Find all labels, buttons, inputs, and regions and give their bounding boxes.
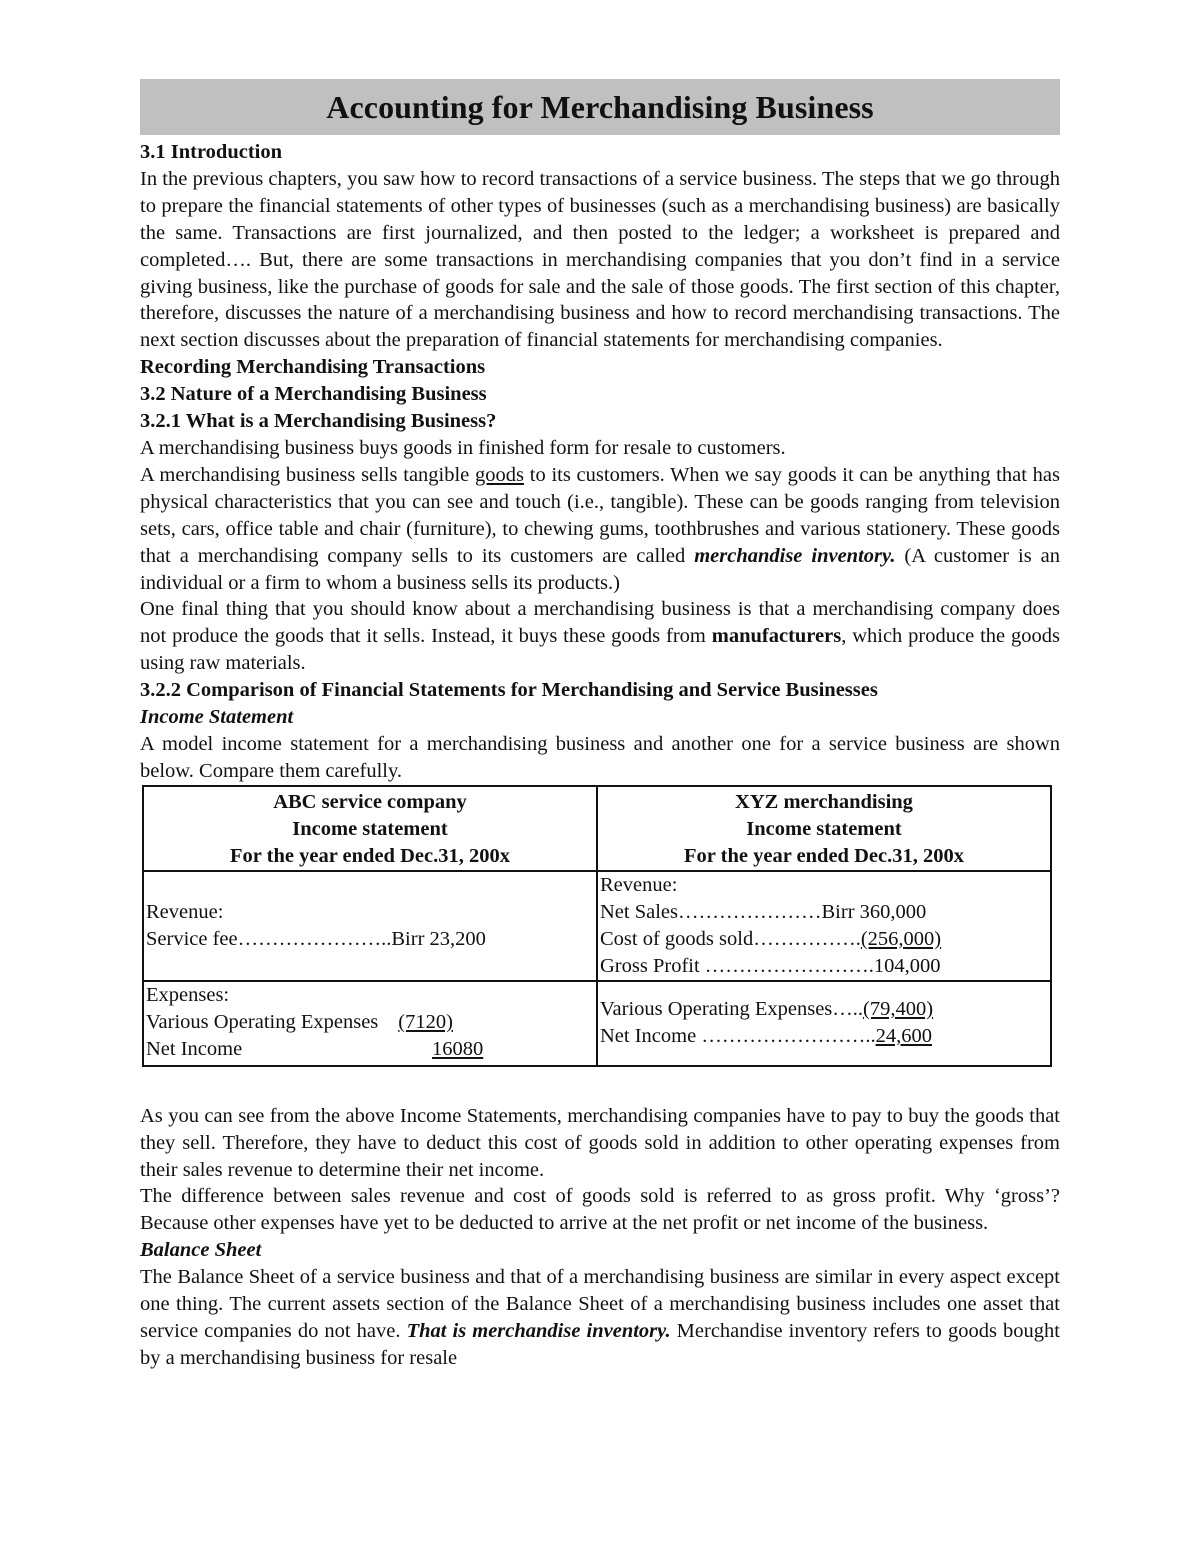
abc-net-income-value: 16080 [432, 1037, 484, 1060]
what-paragraph-3 [140, 596, 1060, 677]
xyz-net-income [600, 1023, 1048, 1050]
what-p3-text-1: One final thing that you should know about a merchandising business is that a merchandising company does not produce the goods that it sells. Instead, it buys these goods from [140, 598, 1060, 648]
xyz-revenue-label: Revenue: [600, 873, 678, 896]
document-page [140, 79, 1060, 1372]
table-expenses-row [143, 981, 1051, 1066]
after-table-paragraph-2: The difference between sales revenue and cost of goods sold is referred to as gross profit. Why ‘gross’? Because other expenses have yet to be deducted to arrive at the net profit or net income of the business. [140, 1185, 1060, 1235]
what-heading: 3.2.1 What is a Merchandising Business? [140, 410, 497, 433]
nature-heading: 3.2 Nature of a Merchandising Business [140, 383, 487, 406]
income-statement-heading: Income Statement [140, 706, 294, 729]
intro-paragraph: In the previous chapters, you saw how to record transactions of a service business. The steps that we go through to prepare the financial statements of other types of businesses (such as a merchandising business) are basically the same. Transactions are first journalized, and then posted to the ledger; a worksheet is prepared and completed…. But, there are some transactions in merchandising companies that you don’t find in a service giving business, like the purchase of goods for sale and the sale of those goods. The first section of this chapter, therefore, discusses the nature of a merchandising business and how to record merchandising transactions. The next section discusses about the preparation of financial statements for merchandising companies. [140, 167, 1060, 352]
balance-sheet-paragraph [140, 1264, 1060, 1372]
after-table-paragraph-1: As you can see from the above Income Statements, merchandising companies have to pay to buy the goods that they sell. Therefore, they have to deduct this cost of goods sold in addition to other operating expenses from their sales revenue to determine their net income. [140, 1104, 1060, 1181]
abc-statement-title: Income statement [292, 817, 448, 840]
abc-various-value: (7120) [398, 1010, 453, 1033]
recording-heading: Recording Merchandising Transactions [140, 356, 486, 379]
xyz-company-name: XYZ merchandising [735, 790, 913, 813]
abc-company-name: ABC service company [273, 790, 467, 813]
xyz-statement-title: Income statement [746, 817, 902, 840]
table-header-row [143, 786, 1051, 871]
balance-sheet-heading: Balance Sheet [140, 1239, 262, 1262]
xyz-revenue-cell [597, 871, 1051, 981]
xyz-net-income-label: Net Income …………………….. [600, 1024, 876, 1047]
xyz-expenses-cell [597, 981, 1051, 1066]
income-intro-paragraph: A model income statement for a merchandising business and another one for a service business are shown below. Compare them carefully. [140, 732, 1060, 782]
abc-revenue-label: Revenue: [146, 900, 224, 923]
xyz-net-sales: Net Sales…………………Birr 360,000 [600, 900, 927, 923]
xyz-header-cell [597, 786, 1051, 871]
xyz-gross-profit: Gross Profit …………………….104,000 [600, 954, 941, 977]
xyz-net-income-value: 24,600 [875, 1024, 932, 1047]
balance-text-2: Merchandise inventory refers to goods bought by a merchandising business for resale [140, 1320, 1060, 1369]
abc-various-expenses [146, 1009, 594, 1036]
balance-text-1: The Balance Sheet of a service business and that of a merchandising business are similar in every aspect except one thing. The current assets section of the Balance Sheet of a merchandising business includes one asset that service companies do not have. [140, 1266, 1060, 1342]
goods-term: goods [475, 463, 525, 486]
xyz-cogs-label: Cost of goods sold……………. [600, 927, 861, 950]
what-p3-text-2: , which produce the goods using raw materials. [140, 625, 1060, 675]
xyz-various-expenses [600, 996, 1048, 1023]
abc-net-income [146, 1036, 594, 1063]
manufacturers-term: manufacturers [711, 625, 842, 648]
what-p2-text-1: A merchandising business sells tangible [140, 463, 476, 486]
abc-period: For the year ended Dec.31, 200x [230, 844, 510, 867]
comparison-heading: 3.2.2 Comparison of Financial Statements for Merchandising and Service Businesses [140, 679, 878, 702]
what-paragraph-2 [140, 462, 1060, 597]
what-p2-text-3: (A customer is an individual or a firm to whom a business sells its products.) [140, 544, 1060, 594]
intro-heading: 3.1 Introduction [140, 141, 283, 163]
what-paragraph-1: A merchandising business buys goods in finished form for resale to customers. [140, 436, 786, 459]
xyz-various-value: (79,400) [863, 997, 934, 1020]
xyz-cogs-value: (256,000) [860, 927, 942, 950]
abc-expenses-cell [143, 981, 597, 1066]
xyz-cogs [600, 926, 1048, 953]
abc-revenue-cell [143, 871, 597, 981]
xyz-various-label: Various Operating Expenses….. [600, 997, 864, 1020]
balance-term: That is merchandise inventory. [406, 1320, 671, 1342]
abc-expenses-label: Expenses: [146, 983, 230, 1006]
document-title: Accounting for Merchandising Business [140, 79, 1060, 135]
merchandise-inventory-term: merchandise inventory. [694, 544, 896, 567]
abc-service-fee: Service fee…………………..Birr 23,200 [146, 927, 486, 950]
xyz-period: For the year ended Dec.31, 200x [684, 844, 964, 867]
income-statement-table [142, 785, 1052, 1067]
abc-header-cell [143, 786, 597, 871]
table-revenue-row [143, 871, 1051, 981]
abc-net-income-label: Net Income [146, 1037, 243, 1060]
what-p2-text-2: to its customers. When we say goods it can be anything that has physical characteristics that you can see and touch (i.e., tangible). These can be goods ranging from television sets, cars, office table and chair (furniture), to chewing gums, toothbrushes and various stationery. These goods that a merchandising company sells to its customers are called [140, 463, 1060, 567]
abc-various-label: Various Operating Expenses [146, 1010, 379, 1033]
